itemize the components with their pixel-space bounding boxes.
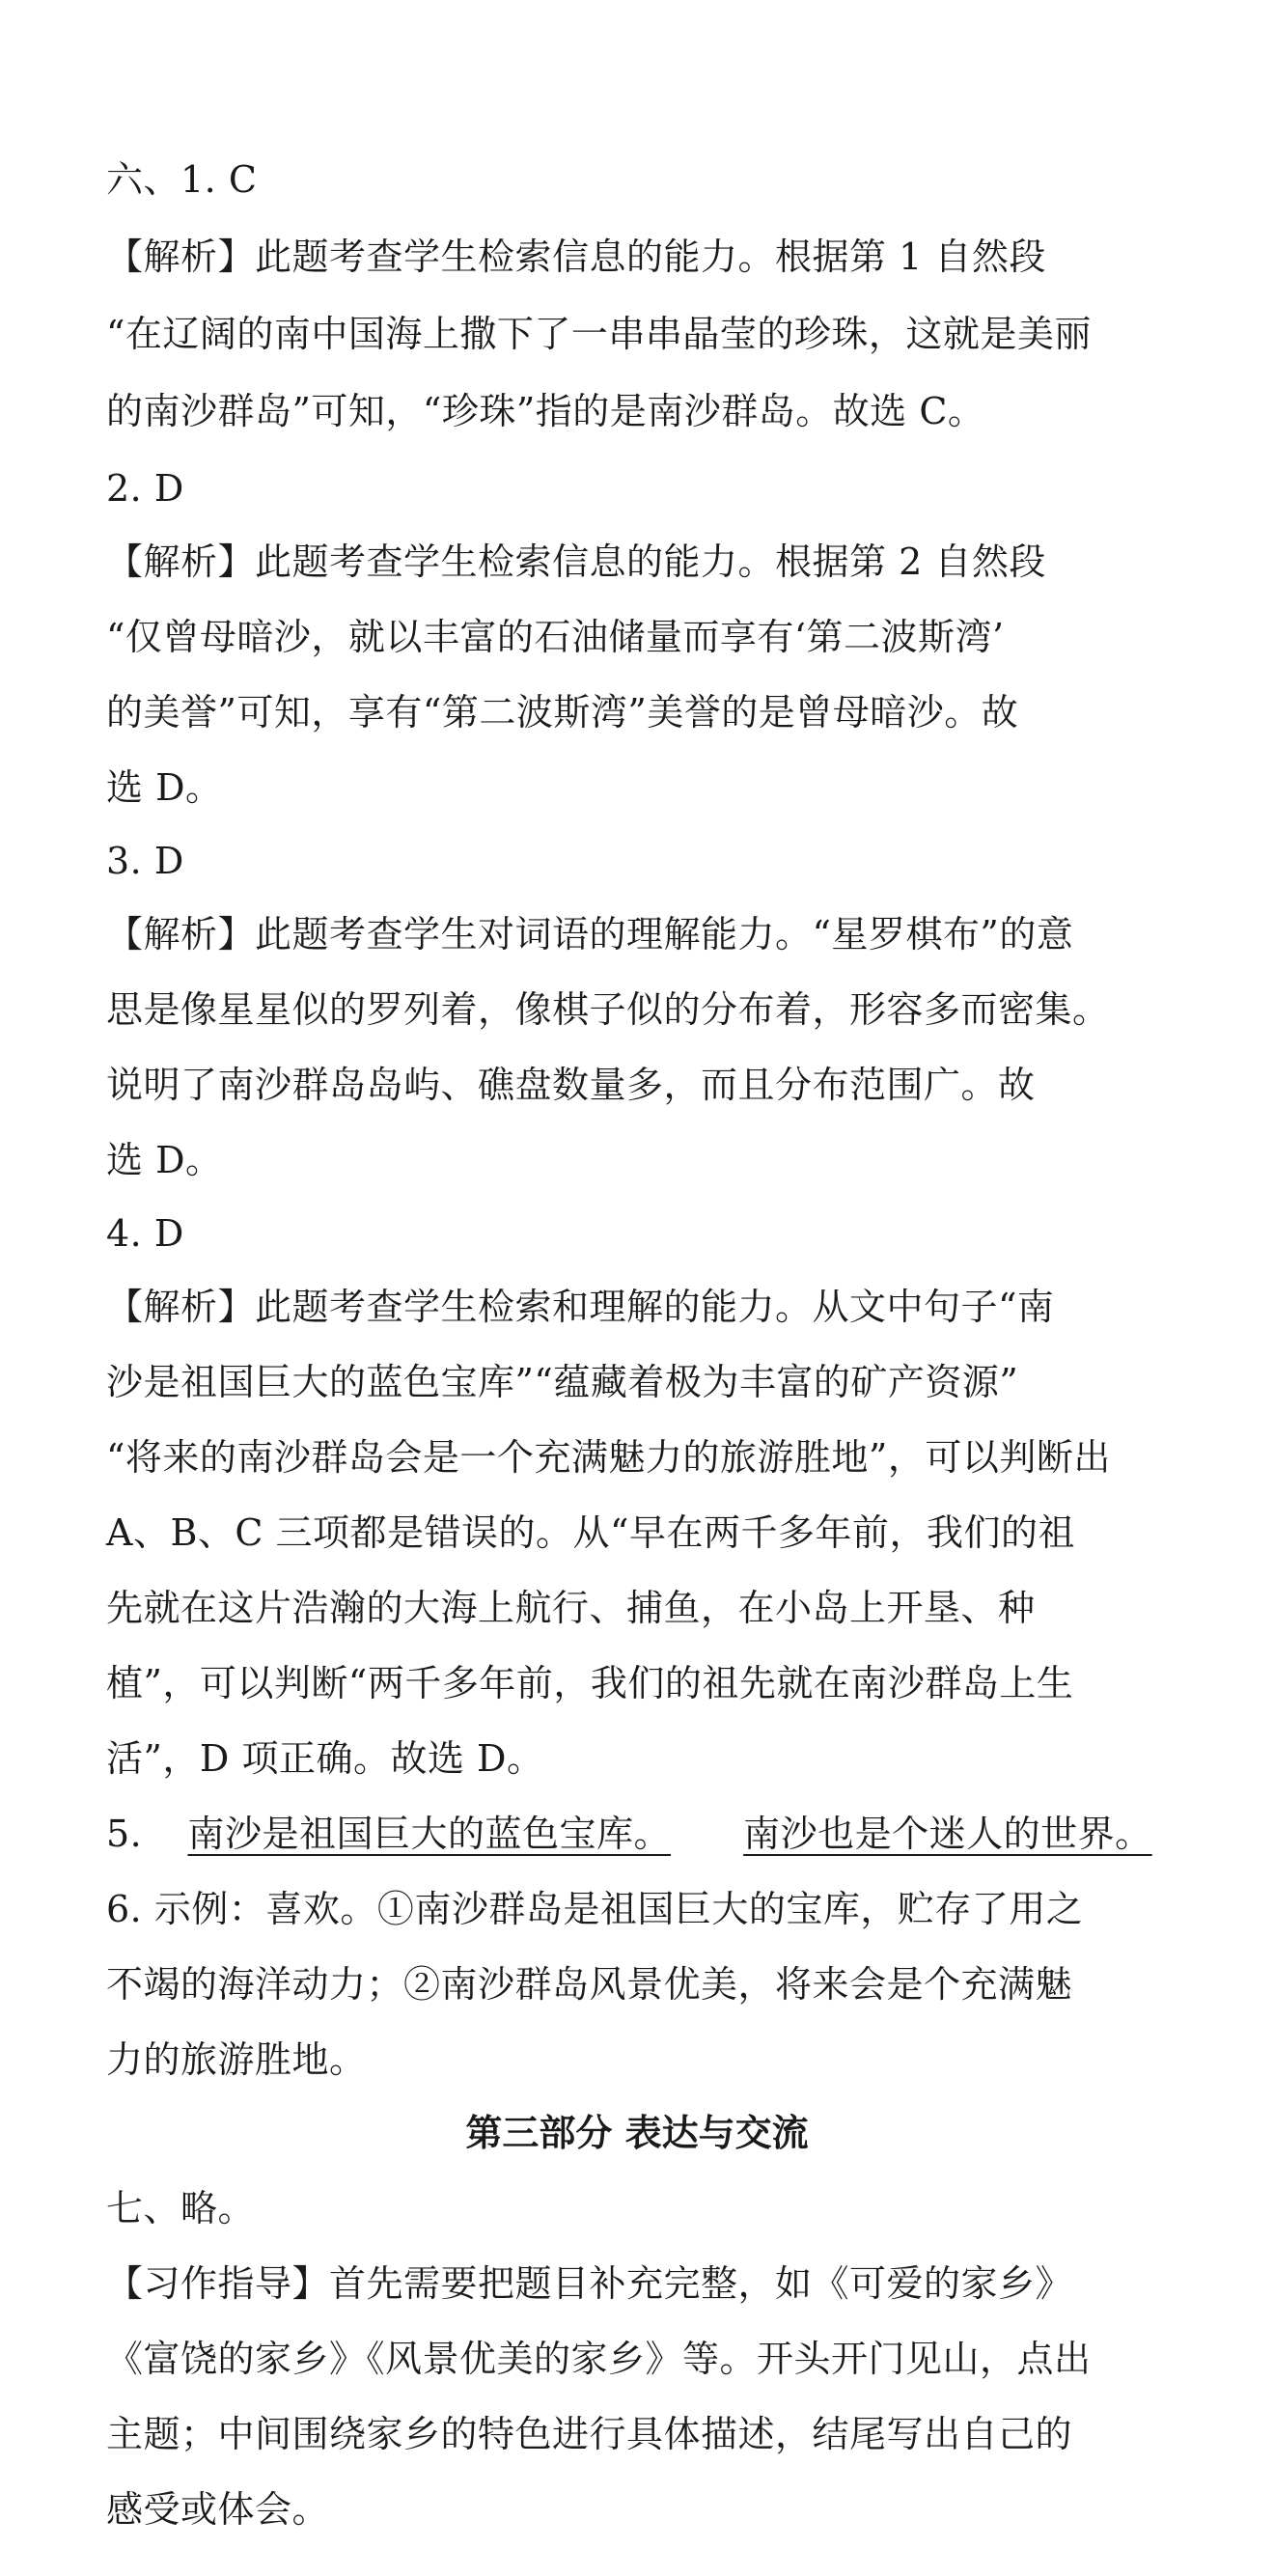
answer-six-6: 6. 示例：喜欢。①南沙群岛是祖国巨大的宝库，贮存了用之 [106, 1888, 1084, 1930]
answer-six-5 [106, 1811, 1177, 1857]
writing-guide-line: 《富饶的家乡》《风景优美的家乡》等。开头开门见山，点出 [106, 2338, 1092, 2380]
analysis-line: “将来的南沙群岛会是一个充满魅力的旅游胜地”，可以判断出 [106, 1436, 1111, 1479]
answer-seven: 七、略。 [106, 2187, 256, 2230]
writing-guide-line: 感受或体会。 [106, 2488, 330, 2531]
analysis-line: 选 D。 [106, 766, 223, 809]
analysis-line: 的美誉”可知，享有“第二波斯湾”美誉的是曾母暗沙。故 [106, 691, 1019, 734]
analysis-line: 活”，D 项正确。故选 D。 [106, 1737, 544, 1780]
analysis-line: A、B、C 三项都是错误的。从“早在两千多年前，我们的祖 [106, 1511, 1075, 1554]
analysis-line: 【解析】此题考查学生检索信息的能力。根据第 2 自然段 [106, 540, 1046, 583]
writing-guide-line: 【习作指导】首先需要把题目补充完整，如《可爱的家乡》 [106, 2262, 1073, 2305]
analysis-line: 说明了南沙群岛岛屿、礁盘数量多，而且分布范围广。故 [106, 1064, 1036, 1106]
analysis-line: 沙是祖国巨大的蓝色宝库”“蕴藏着极为丰富的矿产资源” [106, 1361, 1019, 1403]
answer-six-2: 2. D [106, 467, 184, 510]
answer-six-1: 六、1. C [106, 158, 258, 201]
analysis-line: “在辽阔的南中国海上撒下了一串串晶莹的珍珠，这就是美丽 [106, 313, 1092, 355]
section-heading: 第三部分 表达与交流 [465, 2112, 809, 2154]
underlined-answer: 南沙是祖国巨大的蓝色宝库。 [187, 1813, 671, 1855]
answer-line: 不竭的海洋动力；②南沙群岛风景优美，将来会是个充满魅 [106, 1963, 1073, 2006]
analysis-line: 的南沙群岛”可知，“珍珠”指的是南沙群岛。故选 C。 [106, 390, 985, 432]
analysis-line: 【解析】此题考查学生检索信息的能力。根据第 1 自然段 [106, 235, 1046, 278]
answer-six-4: 4. D [106, 1212, 184, 1255]
analysis-line: 植”，可以判断“两千多年前，我们的祖先就在南沙群岛上生 [106, 1662, 1074, 1704]
item-number: 5. [106, 1813, 143, 1855]
answer-line: 力的旅游胜地。 [106, 2038, 367, 2081]
analysis-line: 先就在这片浩瀚的大海上航行、捕鱼，在小岛上开垦、种 [106, 1587, 1036, 1629]
writing-guide-line: 主题；中间围绕家乡的特色进行具体描述，结尾写出自己的 [106, 2413, 1073, 2455]
analysis-line: 【解析】此题考查学生检索和理解的能力。从文中句子“南 [106, 1286, 1055, 1328]
analysis-line: “仅曾母暗沙，就以丰富的石油储量而享有‘第二波斯湾’ [106, 616, 1005, 658]
analysis-line: 【解析】此题考查学生对词语的理解能力。“星罗棋布”的意 [106, 913, 1074, 956]
analysis-line: 选 D。 [106, 1139, 223, 1181]
answer-six-3: 3. D [106, 840, 184, 882]
underlined-answer: 南沙也是个迷人的世界。 [743, 1813, 1152, 1855]
analysis-line: 思是像星星似的罗列着，像棋子似的分布着，形容多而密集。 [106, 988, 1110, 1031]
